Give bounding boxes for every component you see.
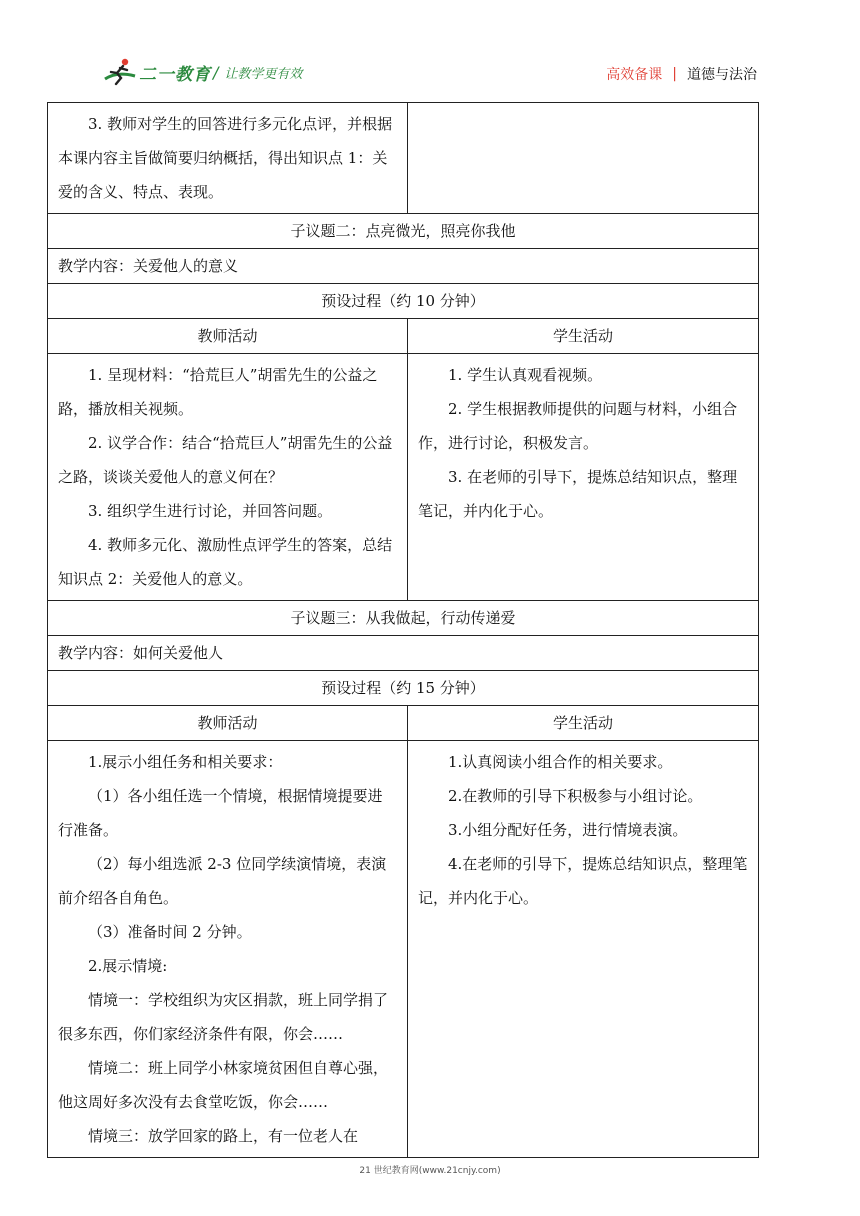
header-right	[606, 64, 757, 84]
paragraph: 3. 教师对学生的回答进行多元化点评，并根据本课内容主旨做简要归纳概括，得出知识点 1：关爱的含义、特点、表现。	[58, 115, 393, 201]
logo-slogan: 让教学更有效	[224, 66, 303, 82]
paragraph: （3）准备时间 2 分钟。	[88, 923, 252, 941]
teacher-activity-cell	[48, 741, 408, 1158]
section-content: 教学内容：如何关爱他人	[48, 636, 759, 671]
section-process: 预设过程（约 15 分钟）	[48, 671, 759, 706]
student-activity-cell	[408, 741, 759, 1158]
paragraph: 情境一：学校组织为灾区捐款，班上同学捐了很多东西，你们家经济条件有限，你会……	[58, 991, 389, 1043]
paragraph: （1）各小组任选一个情境，根据情境提要进行准备。	[58, 787, 383, 839]
paragraph: 1. 呈现材料：“拾荒巨人”胡雷先生的公益之路，播放相关视频。	[58, 366, 378, 418]
running-person-icon	[103, 57, 137, 87]
header-subject: 道德与法治	[687, 67, 757, 83]
student-activity-cell	[408, 103, 759, 214]
table-row	[48, 319, 759, 354]
paragraph: （2）每小组选派 2-3 位同学续演情境，表演前介绍各自角色。	[58, 855, 387, 907]
table-row	[48, 103, 759, 214]
table-row	[48, 706, 759, 741]
paragraph: 4. 教师多元化、激励性点评学生的答案，总结知识点 2：关爱他人的意义。	[58, 536, 393, 588]
teacher-activity-cell	[48, 103, 408, 214]
table-row	[48, 214, 759, 249]
logo-slash: /	[213, 62, 219, 82]
paragraph: 2.在教师的引导下积极参与小组讨论。	[448, 787, 703, 805]
paragraph: 3. 组织学生进行讨论，并回答问题。	[88, 502, 333, 520]
paragraph: 2. 学生根据教师提供的问题与材料，小组合作，进行讨论，积极发言。	[418, 400, 738, 452]
paragraph: 1.认真阅读小组合作的相关要求。	[448, 753, 673, 771]
table-row	[48, 354, 759, 601]
teacher-activity-cell	[48, 354, 408, 601]
section-process: 预设过程（约 10 分钟）	[48, 284, 759, 319]
page-header	[0, 0, 860, 100]
paragraph: 3. 在老师的引导下，提炼总结知识点，整理笔记，并内化于心。	[418, 468, 738, 520]
paragraph: 1.展示小组任务和相关要求：	[88, 753, 283, 771]
teacher-header: 教师活动	[48, 319, 408, 354]
student-activity-cell	[408, 354, 759, 601]
section-title: 子议题二：点亮微光，照亮你我他	[48, 214, 759, 249]
table-row	[48, 636, 759, 671]
table-row	[48, 284, 759, 319]
table-row	[48, 249, 759, 284]
paragraph: 2.展示情境:	[88, 957, 168, 975]
page-footer: 21 世纪教育网(www.21cnjy.com)	[359, 1166, 501, 1176]
paragraph: 1. 学生认真观看视频。	[448, 366, 603, 384]
paragraph: 4.在老师的引导下，提炼总结知识点，整理笔记，并内化于心。	[418, 855, 748, 907]
paragraph: 2. 议学合作：结合“拾荒巨人”胡雷先生的公益之路，谈谈关爱他人的意义何在？	[58, 434, 393, 486]
student-header: 学生活动	[408, 706, 759, 741]
header-tag: 高效备课	[606, 67, 663, 83]
table-row	[48, 741, 759, 1158]
section-content: 教学内容：关爱他人的意义	[48, 249, 759, 284]
section-title: 子议题三：从我做起，行动传递爱	[48, 601, 759, 636]
header-separator: |	[672, 66, 677, 82]
paragraph: 3.小组分配好任务，进行情境表演。	[448, 821, 688, 839]
table-row	[48, 601, 759, 636]
paragraph: 情境三：放学回家的路上，有一位老人在	[88, 1127, 359, 1145]
lesson-table	[47, 102, 759, 1158]
paragraph: 情境二：班上同学小林家境贫困但自尊心强，他这周好多次没有去食堂吃饭，你会……	[58, 1059, 389, 1111]
student-header: 学生活动	[408, 319, 759, 354]
logo-text: 二一教育	[139, 64, 211, 85]
logo	[103, 56, 302, 88]
table-row	[48, 671, 759, 706]
teacher-header: 教师活动	[48, 706, 408, 741]
